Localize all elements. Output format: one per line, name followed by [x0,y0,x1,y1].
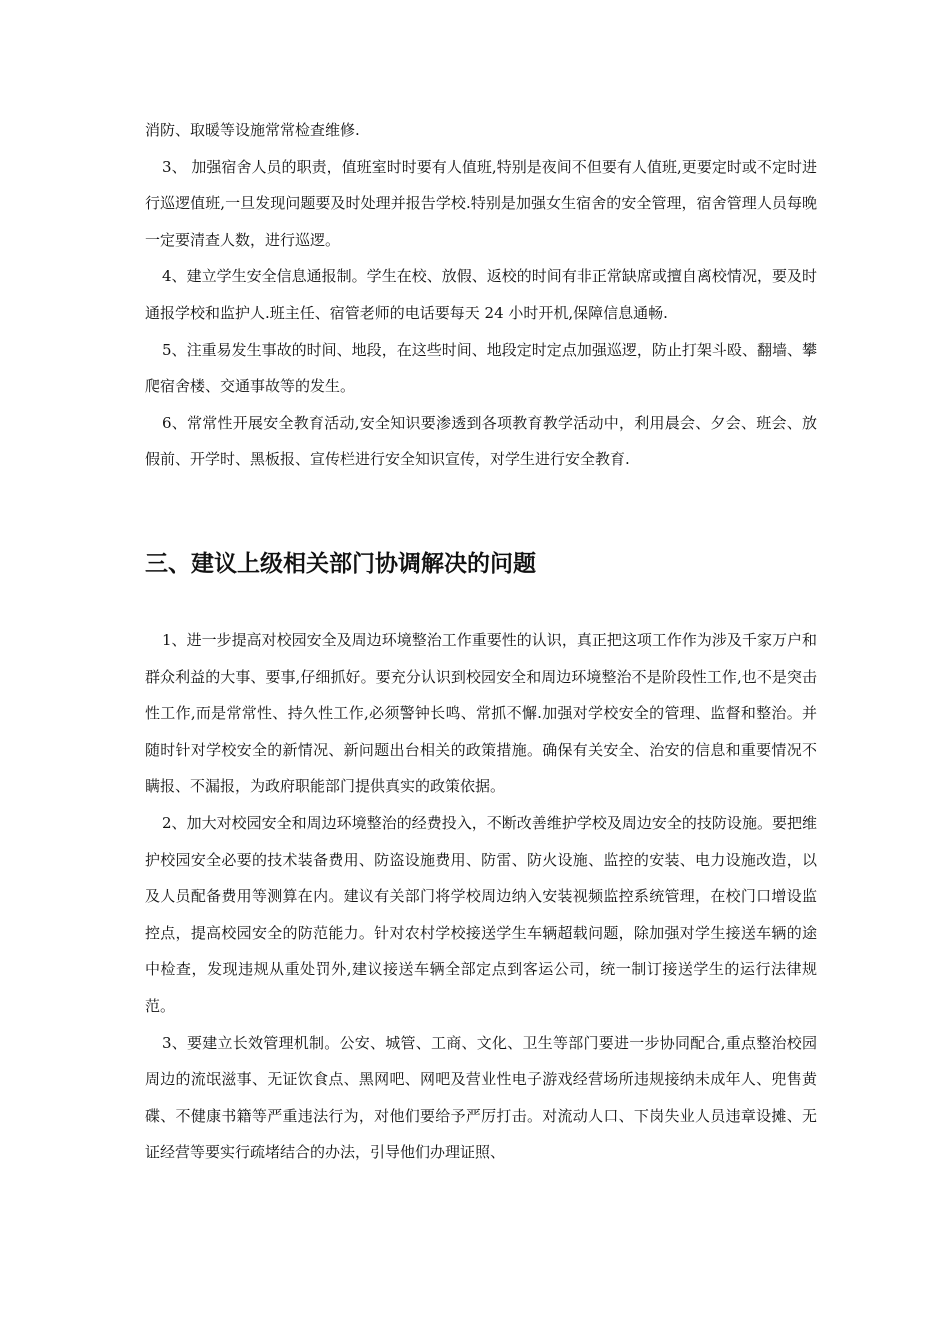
document-section-upper [145,112,817,551]
paragraph-item-5: 5、注重易发生事故的时间、地段，在这些时间、地段定时定点加强巡逻，防止打架斗殴、翻墙、攀爬宿舍楼、交通事故等的发生。 [145,340,817,396]
suggestion-paragraph-2: 2、加大对校园安全和周边环境整治的经费投入，不断改善维护学校及周边安全的技防设施。要把维护校园安全必要的技术装备费用、防盗设施费用、防雷、防火设施、监控的安装、电力设施改造，以及人员配备费用等测算在内。建议有关部门将学校周边纳入安装视频监控系统管理，在校门口增设监控点，提高校园安全的防范能力。针对农村学校接送学生车辆超载问题，除加强对学生接送车辆的途中检查，发现违规从重处罚外,建议接送车辆全部定点到客运公司，统一制订接送学生的运行法律规范。 [145,813,817,1015]
paragraph-item-4: 4、建立学生安全信息通报制。学生在校、放假、返校的时间有非正常缺席或擅自离校情况，要及时通报学校和监护人.班主任、宿管老师的电话要每天 24 小时开机,保障信息通畅. [145,267,817,322]
section-heading: 三、建议上级相关部门协调解决的问题 [145,551,536,577]
paragraph-item-3: 3、 加强宿舍人员的职责，值班室时时要有人值班,特别是夜间不但要有人值班,更要定时或不定时进行巡逻值班,一旦发现问题要及时处理并报告学校.特别是加强女生宿舍的安全管理，宿舍管理人员每晚一定要清查人数，进行巡逻。 [145,157,817,249]
suggestion-paragraph-1: 1、进一步提高对校园安全及周边环境整治工作重要性的认识，真正把这项工作作为涉及千家万户和群众利益的大事、要事,仔细抓好。要充分认识到校园安全和周边环境整治不是阶段性工作,也不是突击性工作,而是常常性、持久性工作,必须警钟长鸣、常抓不懈.加强对学校安全的管理、监督和整治。并随时针对学校安全的新情况、新问题出台相关的政策措施。确保有关安全、治安的信息和重要情况不瞒报、不漏报，为政府职能部门提供真实的政策依据。 [145,631,817,796]
paragraph-item-6: 6、常常性开展安全教育活动,安全知识要渗透到各项教育教学活动中，利用晨会、夕会、班会、放假前、开学时、黑板报、宣传栏进行安全知识宣传，对学生进行安全教育. [145,413,817,469]
paragraph-continuation: 消防、取暖等设施常常检查维修. [145,121,360,139]
document-section-lower [145,622,817,1171]
suggestion-paragraph-3: 3、要建立长效管理机制。公安、城管、工商、文化、卫生等部门要进一步协同配合,重点整治校园周边的流氓滋事、无证饮食点、黑网吧、网吧及营业性电子游戏经营场所违规接纳未成年人、兜售黄碟、不健康书籍等严重违法行为，对他们要给予严厉打击。对流动人口、下岗失业人员违章设摊、无证经营等要实行疏堵结合的办法，引导他们办理证照、 [145,1033,817,1162]
